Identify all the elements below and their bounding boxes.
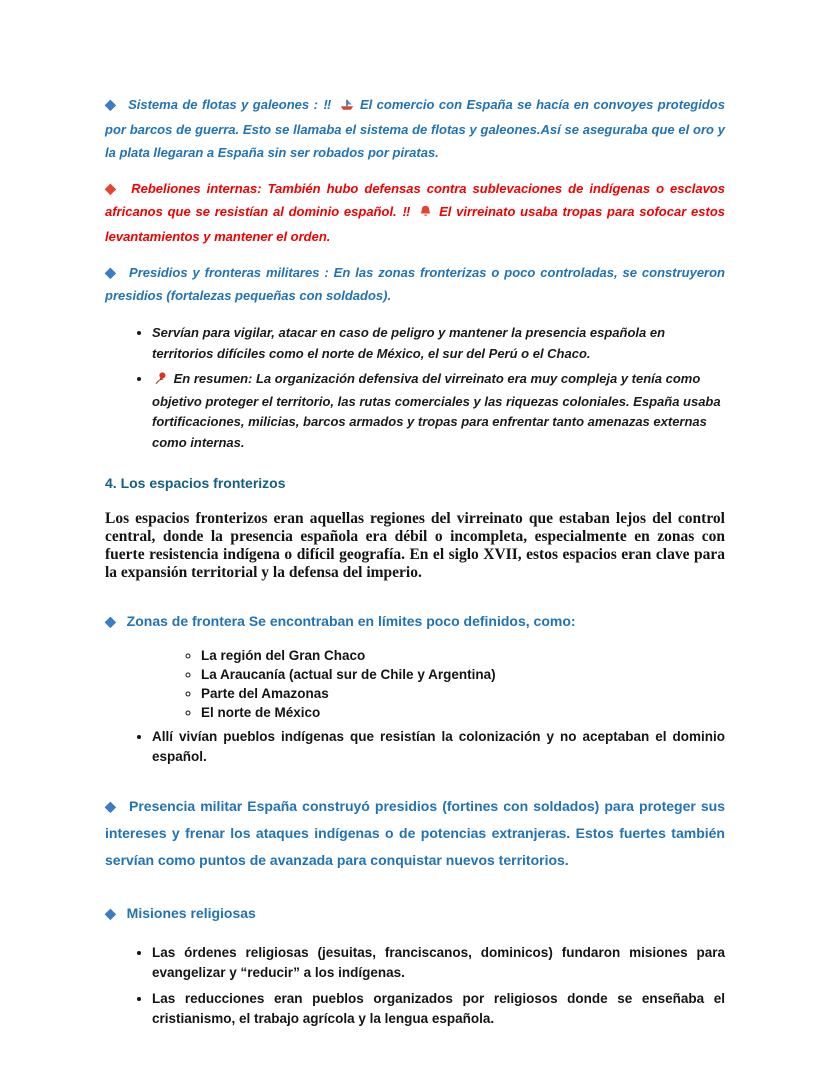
blue-diamond-icon: ◆ <box>105 96 117 112</box>
presidios-title: Presidios y fronteras militares : <box>129 265 329 280</box>
flotas-title: Sistema de flotas y galeones : <box>128 97 323 112</box>
double-exclamation-icon: ‼ <box>323 97 333 112</box>
list-item: • Allí vivían pueblos indígenas que resistían la colonización y no aceptaban el dominio español. <box>152 727 725 767</box>
blue-diamond-icon: ◆ <box>105 264 118 280</box>
bell-icon <box>419 202 432 225</box>
resumen-lead: En resumen: <box>173 371 253 386</box>
zonas-title: Zonas de frontera <box>126 613 249 629</box>
red-diamond-icon: ◆ <box>105 180 119 196</box>
list-item: • Las órdenes religiosas (jesuitas, franciscanos, dominicos) fundaron misiones para evangelizar y “reducir” a los indígenas. <box>152 943 725 983</box>
rebeliones-body2: El virreinato usaba tropas para sofocar estos levantamientos y mantener el orden. <box>105 204 725 244</box>
flotas-body: El comercio con España se hacía en convoyes protegidos por barcos de guerra. Esto se llamaba el sistema de flotas y galeones.Así se aseguraba que el oro y la plata llegaran a España sin ser robados por piratas. <box>105 97 725 160</box>
defense-bullet-list <box>105 323 725 453</box>
zonas-sublist <box>105 646 725 722</box>
section-heading: 4. Los espacios fronterizos <box>105 475 286 491</box>
presencia-body: España construyó presidios (fortines con soldados) para proteger sus intereses y frenar los ataques indígenas o de potencias extranjeras. Estos fuertes también servían como puntos de avanzada para conquistar nuevos territorios. <box>105 798 725 868</box>
double-exclamation-icon: ‼ <box>402 204 412 219</box>
paragraph-presidios <box>105 261 725 307</box>
misiones-bullet-list <box>105 943 725 1029</box>
blue-diamond-icon: ◆ <box>105 798 117 814</box>
rebeliones-title: Rebeliones internas: <box>131 181 262 196</box>
blue-diamond-icon: ◆ <box>105 905 116 921</box>
paragraph-presencia <box>105 793 725 874</box>
zonas-body: Se encontraban en límites poco definidos, como: <box>248 613 576 629</box>
list-item: ◦ El norte de México <box>201 703 725 722</box>
list-item <box>152 323 725 364</box>
misiones-title: Misiones religiosas <box>126 905 256 921</box>
paragraph-flotas <box>105 93 725 164</box>
resumen-body: La organización defensiva del virreinato era muy compleja y tenía como objetivo proteger el territorio, las rutas comerciales y las riquezas coloniales. España usaba fortificaciones, milicias, barcos armados y tropas para enfrentar tanto amenazas externas como internas. <box>152 371 721 450</box>
list-item: • Las reducciones eran pueblos organizados por religiosos donde se enseñaba el cristianismo, el trabajo agrícola y la lengua española. <box>152 989 725 1029</box>
espacios-paragraph: Los espacios fronterizos eran aquellas regiones del virreinato que estaban lejos del control central, donde la presencia española era débil o incompleta, especialmente en zonas con fuerte resistencia indígena o difícil geografía. En el siglo XVII, estos espacios eran clave para la expansión territorial y la defensa del imperio. <box>105 510 725 581</box>
presidios-body: En las zonas fronterizas o poco controladas, se construyeron presidios (fortalezas pequeñas con soldados). <box>105 265 725 303</box>
paragraph-rebeliones <box>105 177 725 248</box>
defensa-item-text: Servían para vigilar, atacar en caso de peligro y mantener la presencia española en territorios difíciles como el norte de México, el sur del Perú o el Chaco. <box>152 325 666 361</box>
list-item: ◦ Parte del Amazonas <box>201 684 725 703</box>
paragraph-misiones <box>105 900 725 927</box>
alli-bullet-list <box>105 727 725 767</box>
list-item <box>152 369 725 453</box>
blue-diamond-icon: ◆ <box>105 613 116 629</box>
rebeliones-body1: También hubo defensas contra sublevaciones de indígenas o esclavos africanos que se resistían al dominio español. <box>105 181 725 219</box>
pushpin-icon <box>154 371 168 392</box>
list-item: ◦ La región del Gran Chaco <box>201 646 725 665</box>
ship-icon <box>340 95 354 118</box>
list-item: ◦ La Araucanía (actual sur de Chile y Argentina) <box>201 665 725 684</box>
paragraph-zonas <box>105 608 725 635</box>
presencia-title: Presencia militar <box>129 798 248 814</box>
